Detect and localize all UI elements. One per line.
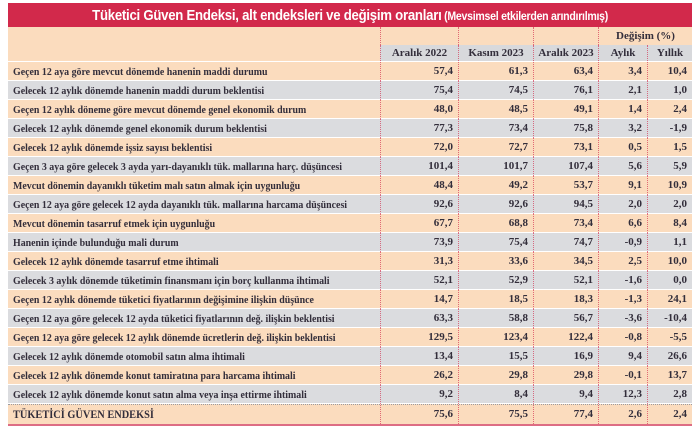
cell-value: 29,8 xyxy=(458,366,533,385)
cell-value: 94,5 xyxy=(533,195,598,214)
cell-value: -1,3 xyxy=(598,290,647,309)
cell-value: 2,6 xyxy=(598,405,647,424)
cell-value: 92,6 xyxy=(458,195,533,214)
cell-value: 48,0 xyxy=(380,100,458,119)
table-subtitle: (Mevsimsel etkilerden arındırılmış) xyxy=(441,8,608,23)
cell-value: 68,8 xyxy=(458,214,533,233)
cell-value: 101,7 xyxy=(458,157,533,176)
table-row xyxy=(8,81,692,100)
cell-value: 2,0 xyxy=(647,195,692,214)
row-label: Geçen 12 aya göre gelecek 12 ayda dayanıklı tük. mallarına harcama düşüncesi xyxy=(13,199,348,211)
row-label: Geçen 12 aylık döneme göre mevcut dönemde genel ekonomik durum xyxy=(13,104,307,116)
cell-value: 10,4 xyxy=(647,62,692,81)
cell-value: 1,4 xyxy=(598,100,647,119)
title-bar xyxy=(8,3,692,27)
cell-value: 0,0 xyxy=(647,271,692,290)
cell-value: 49,1 xyxy=(533,100,598,119)
cell-value: 53,7 xyxy=(533,176,598,195)
cell-value: 63,3 xyxy=(380,309,458,328)
cell-value: 75,5 xyxy=(458,405,533,424)
table-body xyxy=(8,62,692,424)
cell-value: 13,7 xyxy=(647,366,692,385)
cell-value: 24,1 xyxy=(647,290,692,309)
row-label: TÜKETİCİ GÜVEN ENDEKSİ xyxy=(13,409,154,421)
cell-value: 31,3 xyxy=(380,252,458,271)
column-header: Yıllık xyxy=(647,45,692,61)
row-label: Gelecek 12 aylık dönemde konut satın alma veya inşa ettirme ihtimali xyxy=(13,389,307,401)
cell-value: 75,4 xyxy=(380,81,458,100)
cell-value: 9,1 xyxy=(598,176,647,195)
cell-value: 72,0 xyxy=(380,138,458,157)
cell-value: 2,1 xyxy=(598,81,647,100)
cell-value: 2,0 xyxy=(598,195,647,214)
cell-value: 74,7 xyxy=(533,233,598,252)
cell-value: -5,5 xyxy=(647,328,692,347)
cell-value: 3,2 xyxy=(598,119,647,138)
cell-value: 9,4 xyxy=(533,385,598,404)
row-label: Geçen 12 aya göre mevcut dönemde hanenin maddi durumu xyxy=(13,66,268,78)
cell-value: 2,4 xyxy=(647,100,692,119)
title-text xyxy=(92,7,608,24)
cell-value: 1,0 xyxy=(647,81,692,100)
table-row xyxy=(8,309,692,328)
row-label: Gelecek 12 aylık dönemde işsiz sayısı beklentisi xyxy=(13,142,213,154)
row-label: Mevcut dönemin dayanıklı tüketim malı satın almak için uygunluğu xyxy=(13,180,301,192)
cell-value: 10,0 xyxy=(647,252,692,271)
cell-value: 75,8 xyxy=(533,119,598,138)
bottom-accent-rule xyxy=(8,424,692,426)
cell-value: 72,7 xyxy=(458,138,533,157)
row-label: Mevcut dönemin tasarruf etmek için uygunluğu xyxy=(13,218,216,230)
cell-value: 76,1 xyxy=(533,81,598,100)
cell-value: 5,9 xyxy=(647,157,692,176)
cell-value: 107,4 xyxy=(533,157,598,176)
cell-value: 52,1 xyxy=(380,271,458,290)
cell-value: -10,4 xyxy=(647,309,692,328)
cell-value: -0,1 xyxy=(598,366,647,385)
table-row xyxy=(8,347,692,366)
cell-value: 101,4 xyxy=(380,157,458,176)
table-row xyxy=(8,100,692,119)
cell-value: 12,3 xyxy=(598,385,647,404)
cell-value: 8,4 xyxy=(458,385,533,404)
change-group-label: Değişim (%) xyxy=(598,27,692,45)
table-row xyxy=(8,271,692,290)
cell-value: 74,5 xyxy=(458,81,533,100)
total-row xyxy=(8,404,692,424)
table-row xyxy=(8,119,692,138)
row-label: Hanenin içinde bulunduğu mali durum xyxy=(13,237,179,249)
change-group-row xyxy=(8,27,692,45)
cell-value: 48,4 xyxy=(380,176,458,195)
cell-value: 58,8 xyxy=(458,309,533,328)
cell-value: 77,3 xyxy=(380,119,458,138)
cell-value: -0,8 xyxy=(598,328,647,347)
cell-value: 0,5 xyxy=(598,138,647,157)
column-header: Aralık 2023 xyxy=(533,45,598,61)
cell-value: 73,4 xyxy=(458,119,533,138)
cell-value: -1,6 xyxy=(598,271,647,290)
cell-value: 77,4 xyxy=(533,405,598,424)
cell-value: 123,4 xyxy=(458,328,533,347)
cell-value: 2,4 xyxy=(647,405,692,424)
table-row xyxy=(8,252,692,271)
cell-value: 73,4 xyxy=(533,214,598,233)
cell-value: 1,5 xyxy=(647,138,692,157)
cell-value: 18,3 xyxy=(533,290,598,309)
header-spacer xyxy=(458,27,533,45)
column-header: Aralık 2022 xyxy=(380,45,458,61)
consumer-confidence-table xyxy=(8,3,692,426)
row-label: Gelecek 12 aylık dönemde tasarruf etme ihtimali xyxy=(13,256,219,268)
cell-value: 1,1 xyxy=(647,233,692,252)
row-label: Geçen 12 aya göre gelecek 12 ayda tüketici fiyatlarının değ. ilişkin beklentisi xyxy=(13,313,335,325)
row-label: Gelecek 12 aylık dönemde otomobil satın alma ihtimali xyxy=(13,351,245,363)
table-row xyxy=(8,328,692,347)
cell-value: 26,6 xyxy=(647,347,692,366)
cell-value: 15,5 xyxy=(458,347,533,366)
cell-value: 3,4 xyxy=(598,62,647,81)
cell-value: -0,9 xyxy=(598,233,647,252)
cell-value: 34,5 xyxy=(533,252,598,271)
table-row xyxy=(8,176,692,195)
cell-value: 5,6 xyxy=(598,157,647,176)
cell-value: 8,4 xyxy=(647,214,692,233)
cell-value: 13,4 xyxy=(380,347,458,366)
cell-value: 29,8 xyxy=(533,366,598,385)
cell-value: 2,5 xyxy=(598,252,647,271)
table-row xyxy=(8,290,692,309)
cell-value: 48,5 xyxy=(458,100,533,119)
table-row xyxy=(8,62,692,81)
cell-value: 14,7 xyxy=(380,290,458,309)
table-title: Tüketici Güven Endeksi, alt endeksleri ve değişim oranları xyxy=(92,6,442,24)
header-spacer xyxy=(380,27,458,45)
cell-value: 10,9 xyxy=(647,176,692,195)
cell-value: 61,3 xyxy=(458,62,533,81)
cell-value: 122,4 xyxy=(533,328,598,347)
header-spacer xyxy=(8,45,380,61)
cell-value: 92,6 xyxy=(380,195,458,214)
cell-value: 49,2 xyxy=(458,176,533,195)
table-header xyxy=(8,27,692,62)
table-row xyxy=(8,195,692,214)
cell-value: 52,9 xyxy=(458,271,533,290)
cell-value: 129,5 xyxy=(380,328,458,347)
cell-value: 6,6 xyxy=(598,214,647,233)
table-row xyxy=(8,138,692,157)
table-row xyxy=(8,233,692,252)
row-label: Gelecek 3 aylık dönemde tüketimin finansmanı için borç kullanma ihtimali xyxy=(13,275,330,287)
row-label: Geçen 3 aya göre gelecek 3 ayda yarı-dayanıklı tük. mallarına harç. düşüncesi xyxy=(13,161,342,173)
column-header: Kasım 2023 xyxy=(458,45,533,61)
cell-value: 75,6 xyxy=(380,405,458,424)
table-row xyxy=(8,366,692,385)
table-row xyxy=(8,157,692,176)
cell-value: 9,4 xyxy=(598,347,647,366)
cell-value: 9,2 xyxy=(380,385,458,404)
table-row xyxy=(8,385,692,404)
cell-value: 26,2 xyxy=(380,366,458,385)
column-header: Aylık xyxy=(598,45,647,61)
header-spacer xyxy=(8,27,380,45)
cell-value: 18,5 xyxy=(458,290,533,309)
cell-value: 56,7 xyxy=(533,309,598,328)
cell-value: -3,6 xyxy=(598,309,647,328)
cell-value: 33,6 xyxy=(458,252,533,271)
row-label: Gelecek 12 aylık dönemde genel ekonomik durum beklentisi xyxy=(13,123,267,135)
row-label: Geçen 12 aya göre gelecek 12 aylık dönemde ücretlerin değ. ilişkin beklentisi xyxy=(13,332,336,344)
header-spacer xyxy=(533,27,598,45)
row-label: Gelecek 12 aylık dönemde konut tamiratına para harcama ihtimali xyxy=(13,370,296,382)
row-label: Geçen 12 aylık dönemde tüketici fiyatlarının değişimine ilişkin düşünce xyxy=(13,294,314,306)
cell-value: 73,1 xyxy=(533,138,598,157)
cell-value: 2,8 xyxy=(647,385,692,404)
row-label: Gelecek 12 aylık dönemde hanenin maddi durum beklentisi xyxy=(13,85,265,97)
cell-value: 16,9 xyxy=(533,347,598,366)
header-band xyxy=(8,45,692,62)
cell-value: 67,7 xyxy=(380,214,458,233)
cell-value: 63,4 xyxy=(533,62,598,81)
cell-value: 52,1 xyxy=(533,271,598,290)
cell-value: -1,9 xyxy=(647,119,692,138)
cell-value: 73,9 xyxy=(380,233,458,252)
cell-value: 75,4 xyxy=(458,233,533,252)
cell-value: 57,4 xyxy=(380,62,458,81)
table-row xyxy=(8,214,692,233)
